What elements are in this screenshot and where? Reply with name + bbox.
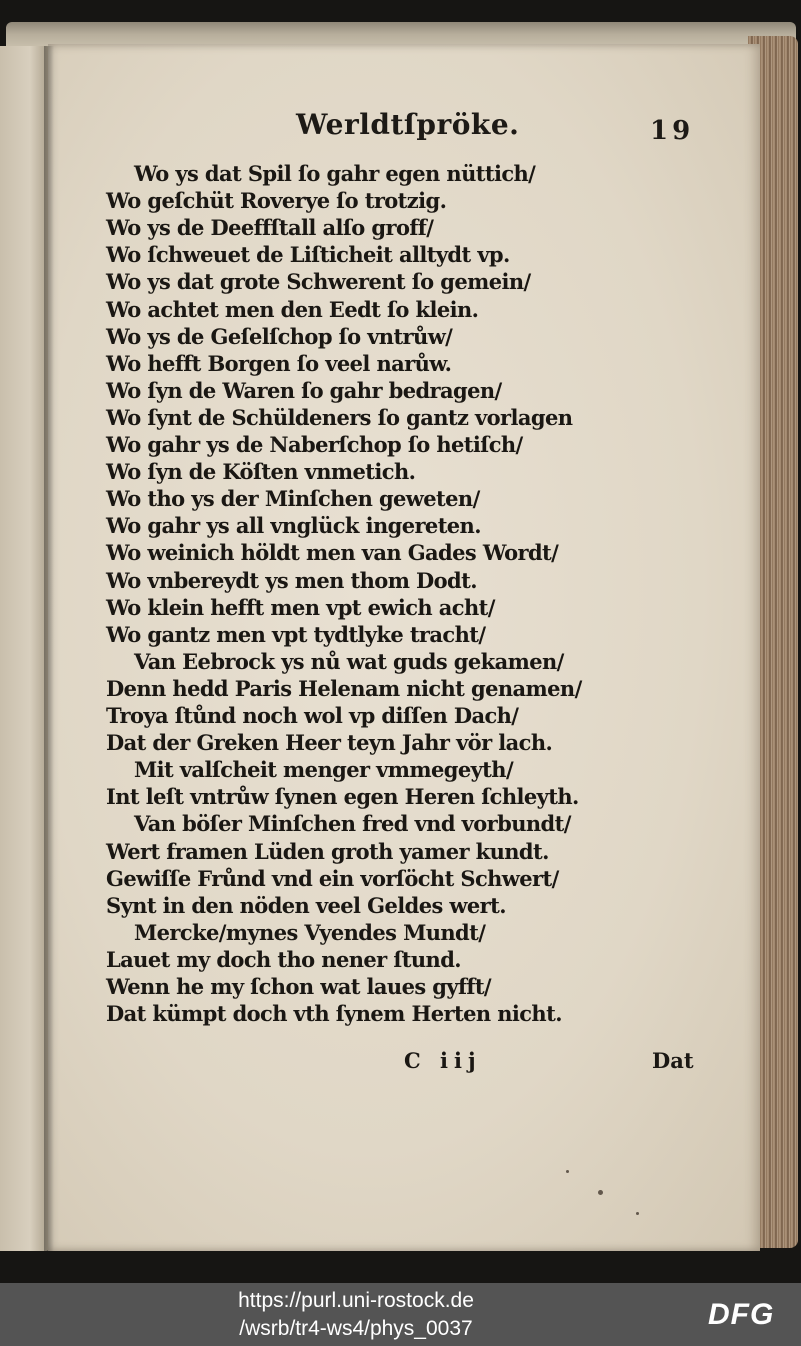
source-url-line-1[interactable]: https://purl.uni-rostock.de — [238, 1289, 474, 1312]
verse-line: Wo geſchüt Roverye ſo trotzig. — [106, 188, 447, 214]
verse-line: Denn hedd Paris Helenam nicht genamen/ — [106, 675, 582, 701]
verse-line: Wo gantz men vpt tydtlyke tracht/ — [106, 621, 486, 647]
verse-line: Mercke/mynes Vyendes Mundt/ — [134, 919, 486, 945]
verse-line: Mit valſcheit menger vmmegeyth/ — [134, 757, 514, 783]
verse-line: Van böſer Minſchen fred vnd vorbundt/ — [134, 811, 571, 837]
verse-line: Wo ſyn de Waren ſo gahr bedragen/ — [106, 377, 502, 403]
signature-mark: C iij — [404, 1048, 482, 1073]
verse-line: Gewiſſe Frůnd vnd ein vorſöcht Schwert/ — [106, 865, 559, 891]
source-url-line-2[interactable]: /wsrb/tr4-ws4/phys_0037 — [239, 1317, 473, 1340]
verse-line: Wo achtet men den Eedt ſo klein. — [106, 296, 479, 322]
verse-line: Wo ys dat grote Schwerent ſo gemein/ — [106, 269, 531, 295]
verse-line: Troya ſtůnd noch wol vp diſſen Dach/ — [106, 703, 519, 728]
verse-line: Wo gahr ys all vnglück ingereten. — [106, 513, 481, 539]
verse-line: Wo ſynt de Schüldeners ſo gantz vorlagen — [106, 404, 573, 430]
verse-line: Wo ys de Geſelſchop ſo vntrůw/ — [106, 323, 453, 349]
paper-speck — [566, 1170, 569, 1173]
paper-speck — [598, 1190, 603, 1195]
verse-line: Wo gahr ys de Naberſchop ſo hetiſch/ — [106, 432, 523, 457]
verse-line: Wo ys dat Spil ſo gahr egen nüttich/ — [134, 161, 536, 186]
verse-line: Wo hefft Borgen ſo veel narůw. — [106, 350, 452, 376]
verse-line: Van Eebrock ys nů wat guds gekamen/ — [134, 648, 564, 674]
verse-line: Wo ſchweuet de Liſticheit alltydt vp. — [106, 242, 510, 268]
verse-line: Wert framen Lüden groth yamer kundt. — [106, 838, 549, 864]
dfg-logo: DFG — [708, 1298, 775, 1331]
gutter-shadow — [44, 46, 54, 1251]
facing-page-edge — [0, 46, 50, 1251]
verse-line: Wenn he my ſchon wat laues gyfft/ — [106, 974, 491, 999]
verse-line: Synt in den nöden veel Geldes wert. — [106, 892, 506, 918]
catchword: Dat — [652, 1048, 694, 1073]
page-number: 19 — [650, 116, 695, 146]
verse-line: Wo ys de Deeffſtall alſo groff/ — [106, 215, 434, 241]
verse-line: Wo weinich höldt men van Gades Wordt/ — [106, 540, 559, 566]
verse-line: Lauet my doch tho nener ſtund. — [106, 946, 461, 972]
verse-line: Wo vnbereydt ys men thom Dodt. — [106, 567, 477, 593]
verse-line: Wo klein hefft men vpt ewich acht/ — [106, 594, 495, 620]
verse-line: Wo ſyn de Köſten vnmetich. — [106, 459, 416, 485]
paper-speck — [636, 1212, 639, 1215]
verse-line: Dat der Greken Heer teyn Jahr vör lach. — [106, 730, 553, 756]
running-head: Werldtſpröke. — [296, 108, 520, 141]
verse-line: Dat kümpt doch vth ſynem Herten nicht. — [106, 1001, 562, 1027]
verse-line: Int leſt vntrůw ſynen egen Heren ſchleyth. — [106, 784, 579, 810]
verse-line: Wo tho ys der Minſchen geweten/ — [106, 486, 480, 512]
